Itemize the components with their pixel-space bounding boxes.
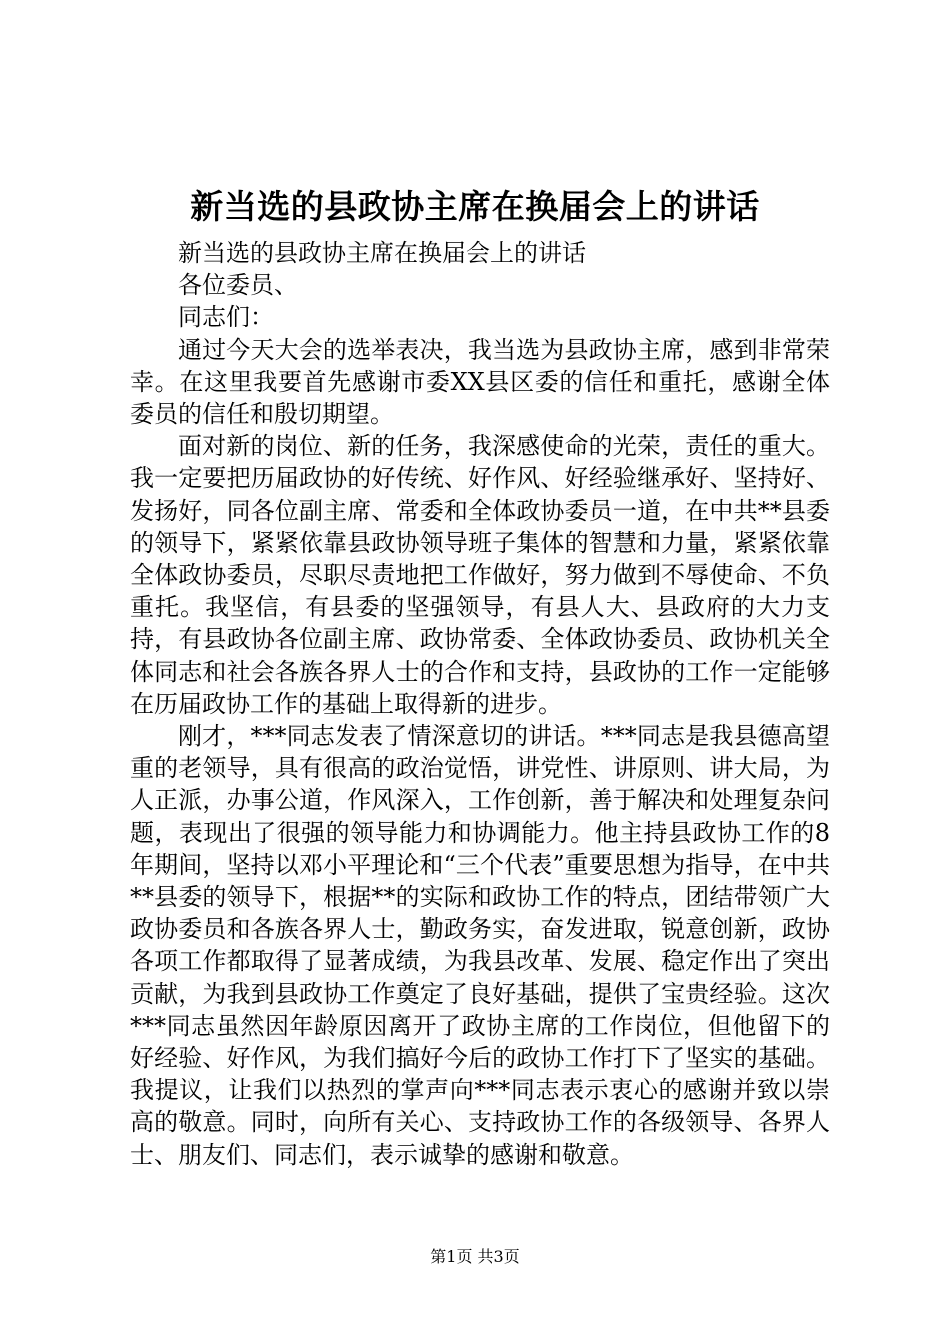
document-title: 新当选的县政协主席在换届会上的讲话 (190, 187, 760, 226)
salutation-line-2: 同志们： (178, 303, 274, 332)
paragraph-3: 刚才，***同志发表了情深意切的讲话。***同志是我县德高望重的老领导，具有很高的政治觉悟，讲党性、讲原则、讲大局，为人正派，办事公道，作风深入，工作创新，善于解决和处理复杂问题，表现出了很强的领导能力和协调能力。他主持县政协工作的8年期间，坚持以邓小平理论和“三个代表”重要思想为指导，在中共**县委的领导下，根据**的实际和政协工作的特点，团结带领广大政协委员和各族各界人士，勤政务实，奋发进取，锐意创新，政协各项工作都取得了显著成绩，为我县改革、发展、稳定作出了突出贡献，为我到县政协工作奠定了良好基础，提供了宝贵经验。这次***同志虽然因年龄原因离开了政协主席的工作岗位，但他留下的好经验、好作风，为我们搞好今后的政协工作打下了坚实的基础。我提议，让我们以热烈的掌声向***同志表示衷心的感谢并致以崇高的敬意。同时，向所有关心、支持政协工作的各级领导、各界人士、朋友们、同志们，表示诚挚的感谢和敬意。 (130, 722, 830, 1169)
subtitle-line: 新当选的县政协主席在换届会上的讲话 (178, 239, 586, 267)
salutation-line-1: 各位委员、 (178, 271, 298, 300)
page-footer: 第1页 共3页 (430, 1247, 520, 1266)
document-body (130, 237, 830, 1171)
paragraph-2: 面对新的岗位、新的任务，我深感使命的光荣，责任的重大。我一定要把历届政协的好传统、好作风、好经验继承好、坚持好、发扬好，同各位副主席、常委和全体政协委员一道，在中共**县委的领导下，紧紧依靠县政协领导班子集体的智慧和力量，紧紧依靠全体政协委员，尽职尽责地把工作做好，努力做到不辱使命、不负重托。我坚信，有县委的坚强领导，有县人大、县政府的大力支持，有县政协各位副主席、政协常委、全体政协委员、政协机关全体同志和社会各族各界人士的合作和支持，县政协的工作一定能够在历届政协工作的基础上取得新的进步。 (130, 432, 830, 718)
paragraph-1: 通过今天大会的选举表决，我当选为县政协主席，感到非常荣幸。在这里我要首先感谢市委XX县区委的信任和重托，感谢全体委员的信任和殷切期望。 (130, 335, 830, 429)
